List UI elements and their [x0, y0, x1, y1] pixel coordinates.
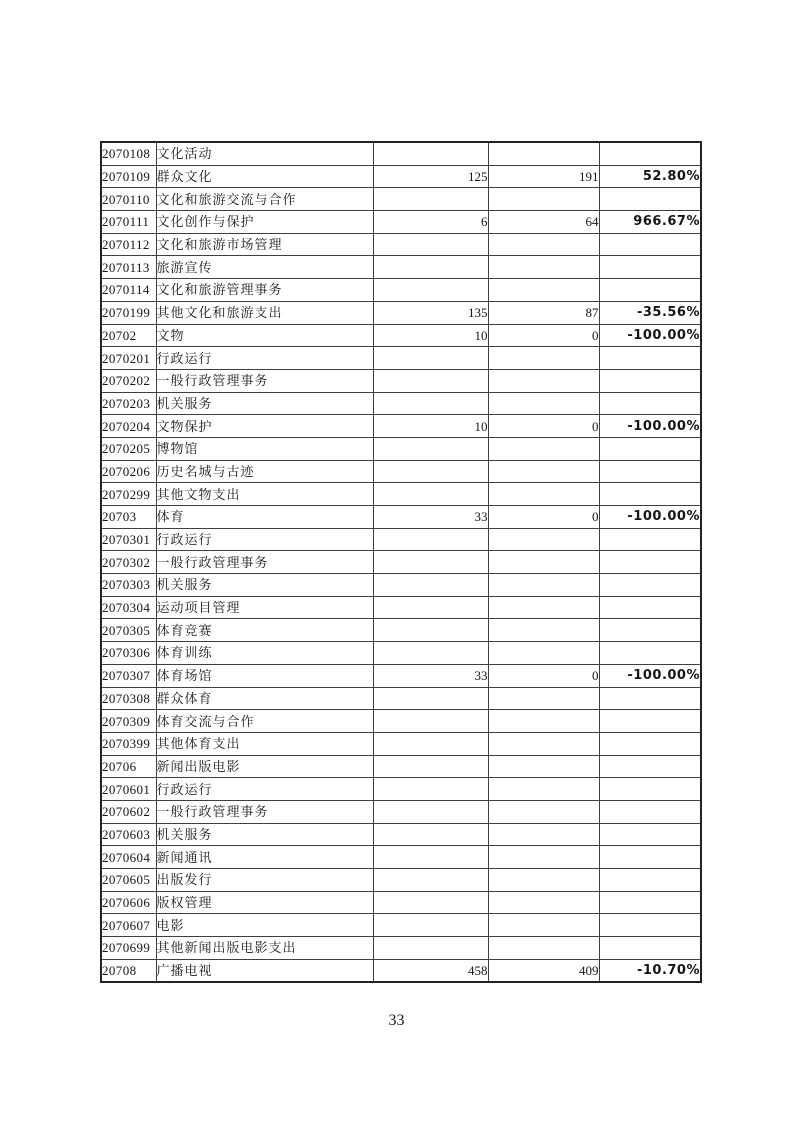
value2-cell — [488, 392, 599, 415]
code-cell: 2070307 — [101, 664, 156, 687]
name-cell: 其他体育支出 — [156, 732, 373, 755]
percent-cell — [599, 619, 701, 642]
table-row — [101, 596, 701, 619]
code-cell: 2070108 — [101, 142, 156, 165]
table-row — [101, 937, 701, 960]
value2-cell — [488, 279, 599, 302]
name-cell: 机关服务 — [156, 392, 373, 415]
value1-cell — [373, 392, 488, 415]
code-cell: 2070112 — [101, 233, 156, 256]
table-body — [101, 142, 701, 982]
percent-cell — [599, 687, 701, 710]
value1-cell: 33 — [373, 506, 488, 529]
percent-cell: -35.56% — [599, 301, 701, 324]
name-cell: 体育 — [156, 506, 373, 529]
name-cell: 一般行政管理事务 — [156, 800, 373, 823]
code-cell: 2070205 — [101, 437, 156, 460]
table-row — [101, 279, 701, 302]
name-cell: 群众体育 — [156, 687, 373, 710]
code-cell: 2070302 — [101, 551, 156, 574]
percent-cell — [599, 891, 701, 914]
table-row — [101, 188, 701, 211]
value2-cell — [488, 551, 599, 574]
percent-cell — [599, 732, 701, 755]
percent-cell — [599, 233, 701, 256]
table-row — [101, 846, 701, 869]
value1-cell: 33 — [373, 664, 488, 687]
value1-cell — [373, 846, 488, 869]
code-cell: 2070604 — [101, 846, 156, 869]
table-row — [101, 710, 701, 733]
code-cell: 20706 — [101, 755, 156, 778]
table-row — [101, 415, 701, 438]
value2-cell — [488, 142, 599, 165]
percent-cell: 52.80% — [599, 165, 701, 188]
code-cell: 20708 — [101, 959, 156, 982]
value1-cell — [373, 460, 488, 483]
name-cell: 机关服务 — [156, 823, 373, 846]
value2-cell — [488, 914, 599, 937]
percent-cell — [599, 256, 701, 279]
percent-cell — [599, 574, 701, 597]
code-cell: 2070113 — [101, 256, 156, 279]
budget-table — [100, 141, 702, 983]
percent-cell — [599, 755, 701, 778]
code-cell: 2070603 — [101, 823, 156, 846]
value1-cell: 10 — [373, 415, 488, 438]
name-cell: 体育交流与合作 — [156, 710, 373, 733]
code-cell: 20703 — [101, 506, 156, 529]
value2-cell — [488, 642, 599, 665]
value1-cell — [373, 188, 488, 211]
percent-cell — [599, 846, 701, 869]
name-cell: 版权管理 — [156, 891, 373, 914]
name-cell: 文物保护 — [156, 415, 373, 438]
name-cell: 行政运行 — [156, 528, 373, 551]
value1-cell — [373, 687, 488, 710]
name-cell: 旅游宣传 — [156, 256, 373, 279]
code-cell: 2070202 — [101, 369, 156, 392]
code-cell: 20702 — [101, 324, 156, 347]
value2-cell — [488, 778, 599, 801]
percent-cell — [599, 800, 701, 823]
value2-cell — [488, 823, 599, 846]
table-row — [101, 869, 701, 892]
code-cell: 2070204 — [101, 415, 156, 438]
name-cell: 博物馆 — [156, 437, 373, 460]
table-row — [101, 823, 701, 846]
value1-cell — [373, 596, 488, 619]
code-cell: 2070306 — [101, 642, 156, 665]
name-cell: 新闻通讯 — [156, 846, 373, 869]
table-row — [101, 891, 701, 914]
table-row — [101, 256, 701, 279]
value1-cell — [373, 528, 488, 551]
value1-cell — [373, 233, 488, 256]
value2-cell — [488, 687, 599, 710]
table-row — [101, 324, 701, 347]
value2-cell — [488, 937, 599, 960]
table-row — [101, 619, 701, 642]
code-cell: 2070304 — [101, 596, 156, 619]
percent-cell — [599, 460, 701, 483]
name-cell: 其他文化和旅游支出 — [156, 301, 373, 324]
value2-cell — [488, 233, 599, 256]
value1-cell: 458 — [373, 959, 488, 982]
code-cell: 2070305 — [101, 619, 156, 642]
value2-cell — [488, 256, 599, 279]
name-cell: 行政运行 — [156, 778, 373, 801]
value1-cell: 6 — [373, 211, 488, 234]
page-number: 33 — [388, 1012, 405, 1029]
value2-cell — [488, 800, 599, 823]
value1-cell: 10 — [373, 324, 488, 347]
name-cell: 新闻出版电影 — [156, 755, 373, 778]
value2-cell — [488, 188, 599, 211]
value2-cell: 0 — [488, 506, 599, 529]
code-cell: 2070399 — [101, 732, 156, 755]
value1-cell — [373, 914, 488, 937]
name-cell: 体育训练 — [156, 642, 373, 665]
name-cell: 文化和旅游市场管理 — [156, 233, 373, 256]
percent-cell: -100.00% — [599, 324, 701, 347]
name-cell: 广播电视 — [156, 959, 373, 982]
code-cell: 2070699 — [101, 937, 156, 960]
value1-cell — [373, 256, 488, 279]
value1-cell — [373, 347, 488, 370]
name-cell: 一般行政管理事务 — [156, 369, 373, 392]
percent-cell — [599, 528, 701, 551]
percent-cell — [599, 914, 701, 937]
value1-cell — [373, 710, 488, 733]
name-cell: 体育场馆 — [156, 664, 373, 687]
value2-cell: 409 — [488, 959, 599, 982]
code-cell: 2070199 — [101, 301, 156, 324]
name-cell: 其他新闻出版电影支出 — [156, 937, 373, 960]
table-row — [101, 574, 701, 597]
value1-cell — [373, 279, 488, 302]
percent-cell — [599, 596, 701, 619]
percent-cell — [599, 823, 701, 846]
value1-cell — [373, 574, 488, 597]
name-cell: 机关服务 — [156, 574, 373, 597]
table-row — [101, 301, 701, 324]
value2-cell — [488, 437, 599, 460]
code-cell: 2070602 — [101, 800, 156, 823]
table-row — [101, 642, 701, 665]
value1-cell — [373, 823, 488, 846]
table-row — [101, 233, 701, 256]
value1-cell — [373, 437, 488, 460]
percent-cell — [599, 347, 701, 370]
percent-cell — [599, 551, 701, 574]
name-cell: 文化创作与保护 — [156, 211, 373, 234]
code-cell: 2070606 — [101, 891, 156, 914]
table-row — [101, 165, 701, 188]
percent-cell — [599, 392, 701, 415]
value2-cell: 191 — [488, 165, 599, 188]
name-cell: 体育竞赛 — [156, 619, 373, 642]
name-cell: 文物 — [156, 324, 373, 347]
percent-cell — [599, 483, 701, 506]
table-row — [101, 755, 701, 778]
value2-cell: 0 — [488, 664, 599, 687]
value1-cell — [373, 937, 488, 960]
percent-cell — [599, 778, 701, 801]
value1-cell — [373, 732, 488, 755]
value2-cell: 87 — [488, 301, 599, 324]
percent-cell — [599, 279, 701, 302]
percent-cell: -100.00% — [599, 415, 701, 438]
value2-cell — [488, 846, 599, 869]
value1-cell: 135 — [373, 301, 488, 324]
value1-cell — [373, 483, 488, 506]
value2-cell: 0 — [488, 415, 599, 438]
code-cell: 2070299 — [101, 483, 156, 506]
code-cell: 2070301 — [101, 528, 156, 551]
name-cell: 文化和旅游管理事务 — [156, 279, 373, 302]
value2-cell: 0 — [488, 324, 599, 347]
value2-cell — [488, 619, 599, 642]
percent-cell — [599, 937, 701, 960]
table-row — [101, 506, 701, 529]
name-cell: 群众文化 — [156, 165, 373, 188]
table-row — [101, 347, 701, 370]
table-row — [101, 528, 701, 551]
value2-cell — [488, 347, 599, 370]
table-row — [101, 437, 701, 460]
value1-cell — [373, 551, 488, 574]
value2-cell — [488, 574, 599, 597]
percent-cell — [599, 188, 701, 211]
name-cell: 一般行政管理事务 — [156, 551, 373, 574]
percent-cell — [599, 437, 701, 460]
table-row — [101, 664, 701, 687]
value1-cell — [373, 800, 488, 823]
value2-cell — [488, 710, 599, 733]
percent-cell: -100.00% — [599, 664, 701, 687]
percent-cell: 966.67% — [599, 211, 701, 234]
code-cell: 2070201 — [101, 347, 156, 370]
code-cell: 2070607 — [101, 914, 156, 937]
table-row — [101, 778, 701, 801]
percent-cell: -10.70% — [599, 959, 701, 982]
value1-cell — [373, 642, 488, 665]
value2-cell — [488, 460, 599, 483]
code-cell: 2070303 — [101, 574, 156, 597]
code-cell: 2070206 — [101, 460, 156, 483]
value1-cell — [373, 869, 488, 892]
table-row — [101, 392, 701, 415]
name-cell: 文化活动 — [156, 142, 373, 165]
table-row — [101, 369, 701, 392]
table-row — [101, 142, 701, 165]
value2-cell — [488, 891, 599, 914]
value1-cell: 125 — [373, 165, 488, 188]
code-cell: 2070309 — [101, 710, 156, 733]
code-cell: 2070110 — [101, 188, 156, 211]
code-cell: 2070308 — [101, 687, 156, 710]
code-cell: 2070601 — [101, 778, 156, 801]
percent-cell — [599, 869, 701, 892]
code-cell: 2070111 — [101, 211, 156, 234]
value2-cell — [488, 596, 599, 619]
table-row — [101, 483, 701, 506]
table-row — [101, 914, 701, 937]
code-cell: 2070114 — [101, 279, 156, 302]
percent-cell — [599, 369, 701, 392]
value2-cell: 64 — [488, 211, 599, 234]
value1-cell — [373, 755, 488, 778]
value1-cell — [373, 891, 488, 914]
name-cell: 历史名城与古迹 — [156, 460, 373, 483]
value1-cell — [373, 142, 488, 165]
value2-cell — [488, 869, 599, 892]
table-row — [101, 959, 701, 982]
name-cell: 运动项目管理 — [156, 596, 373, 619]
percent-cell — [599, 642, 701, 665]
table-row — [101, 551, 701, 574]
percent-cell — [599, 710, 701, 733]
name-cell: 其他文物支出 — [156, 483, 373, 506]
value1-cell — [373, 619, 488, 642]
value2-cell — [488, 483, 599, 506]
percent-cell: -100.00% — [599, 506, 701, 529]
name-cell: 文化和旅游交流与合作 — [156, 188, 373, 211]
table-row — [101, 687, 701, 710]
name-cell: 出版发行 — [156, 869, 373, 892]
table-row — [101, 211, 701, 234]
name-cell: 行政运行 — [156, 347, 373, 370]
value2-cell — [488, 528, 599, 551]
table-row — [101, 800, 701, 823]
value1-cell — [373, 369, 488, 392]
name-cell: 电影 — [156, 914, 373, 937]
code-cell: 2070203 — [101, 392, 156, 415]
value2-cell — [488, 755, 599, 778]
value1-cell — [373, 778, 488, 801]
percent-cell — [599, 142, 701, 165]
code-cell: 2070605 — [101, 869, 156, 892]
table-row — [101, 460, 701, 483]
table-row — [101, 732, 701, 755]
value2-cell — [488, 732, 599, 755]
value2-cell — [488, 369, 599, 392]
code-cell: 2070109 — [101, 165, 156, 188]
